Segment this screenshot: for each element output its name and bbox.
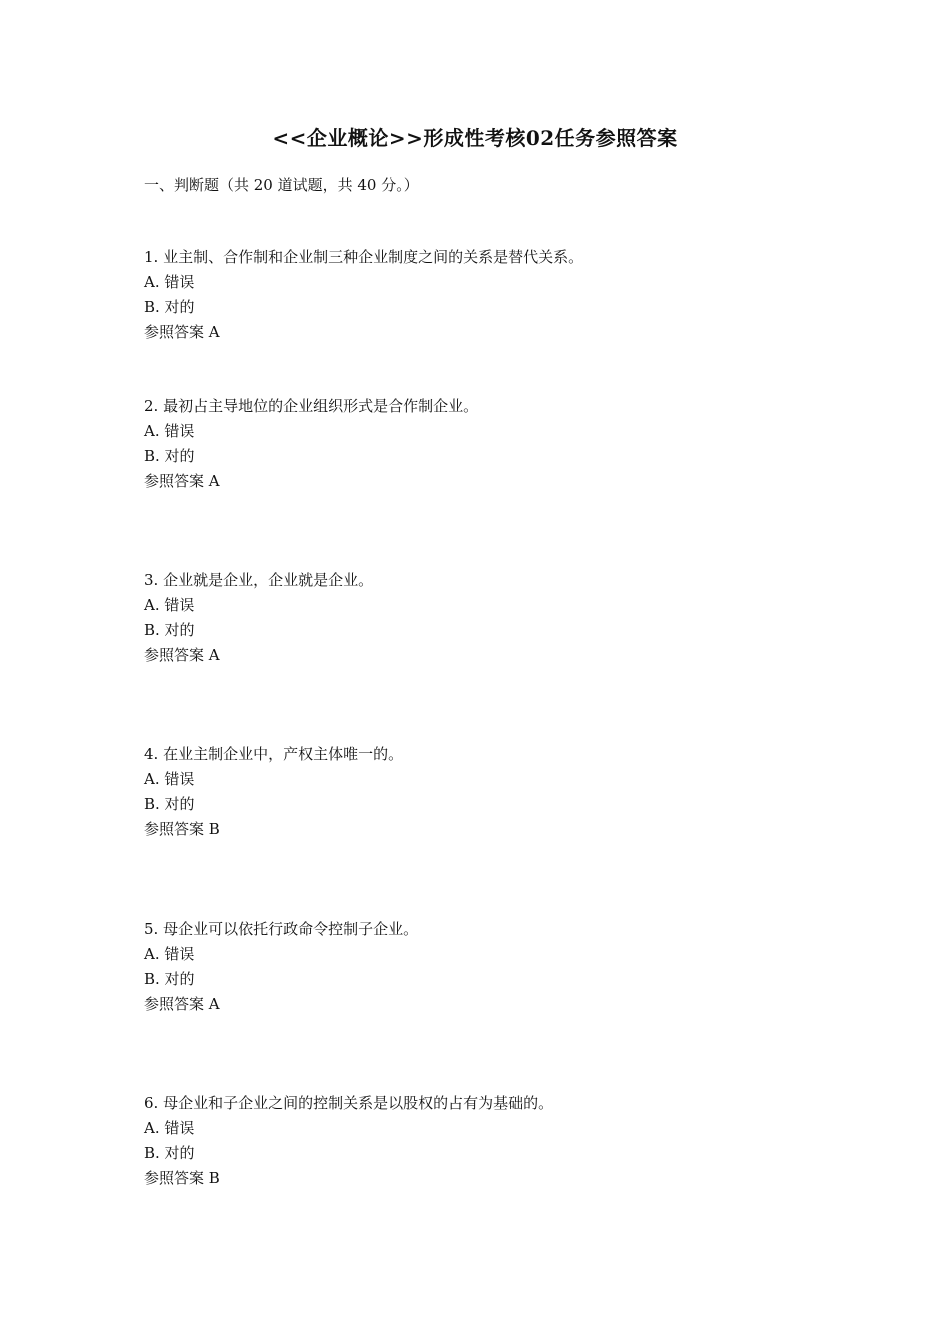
option-b: B. 对的 bbox=[144, 795, 195, 813]
document-title: <<企业概论>>形成性考核02任务参照答案 bbox=[272, 126, 678, 150]
question-stem: 6. 母企业和子企业之间的控制关系是以股权的占有为基础的。 bbox=[144, 1094, 554, 1112]
option-b: B. 对的 bbox=[144, 298, 195, 316]
section-heading: 一、判断题（共 20 道试题，共 40 分。） bbox=[144, 176, 419, 194]
option-a: A. 错误 bbox=[144, 770, 195, 788]
reference-answer: 参照答案 B bbox=[144, 1169, 220, 1187]
option-a: A. 错误 bbox=[144, 273, 195, 291]
reference-answer: 参照答案 A bbox=[144, 995, 220, 1013]
reference-answer: 参照答案 A bbox=[144, 323, 220, 341]
question-stem: 2. 最初占主导地位的企业组织形式是合作制企业。 bbox=[144, 397, 479, 415]
option-a: A. 错误 bbox=[144, 422, 195, 440]
question-stem: 3. 企业就是企业，企业就是企业。 bbox=[144, 571, 374, 589]
option-a: A. 错误 bbox=[144, 1119, 195, 1137]
option-a: A. 错误 bbox=[144, 945, 195, 963]
question-stem: 5. 母企业可以依托行政命令控制子企业。 bbox=[144, 920, 419, 938]
question-item bbox=[144, 394, 824, 494]
option-b: B. 对的 bbox=[144, 621, 195, 639]
question-stem: 1. 业主制、合作制和企业制三种企业制度之间的关系是替代关系。 bbox=[144, 248, 584, 266]
option-b: B. 对的 bbox=[144, 1144, 195, 1162]
option-a: A. 错误 bbox=[144, 596, 195, 614]
question-item bbox=[144, 742, 824, 842]
question-item bbox=[144, 245, 824, 345]
reference-answer: 参照答案 B bbox=[144, 820, 220, 838]
reference-answer: 参照答案 A bbox=[144, 472, 220, 490]
question-item bbox=[144, 568, 824, 668]
question-item bbox=[144, 917, 824, 1017]
option-b: B. 对的 bbox=[144, 970, 195, 988]
option-b: B. 对的 bbox=[144, 447, 195, 465]
reference-answer: 参照答案 A bbox=[144, 646, 220, 664]
question-item bbox=[144, 1091, 824, 1191]
question-stem: 4. 在业主制企业中，产权主体唯一的。 bbox=[144, 745, 404, 763]
